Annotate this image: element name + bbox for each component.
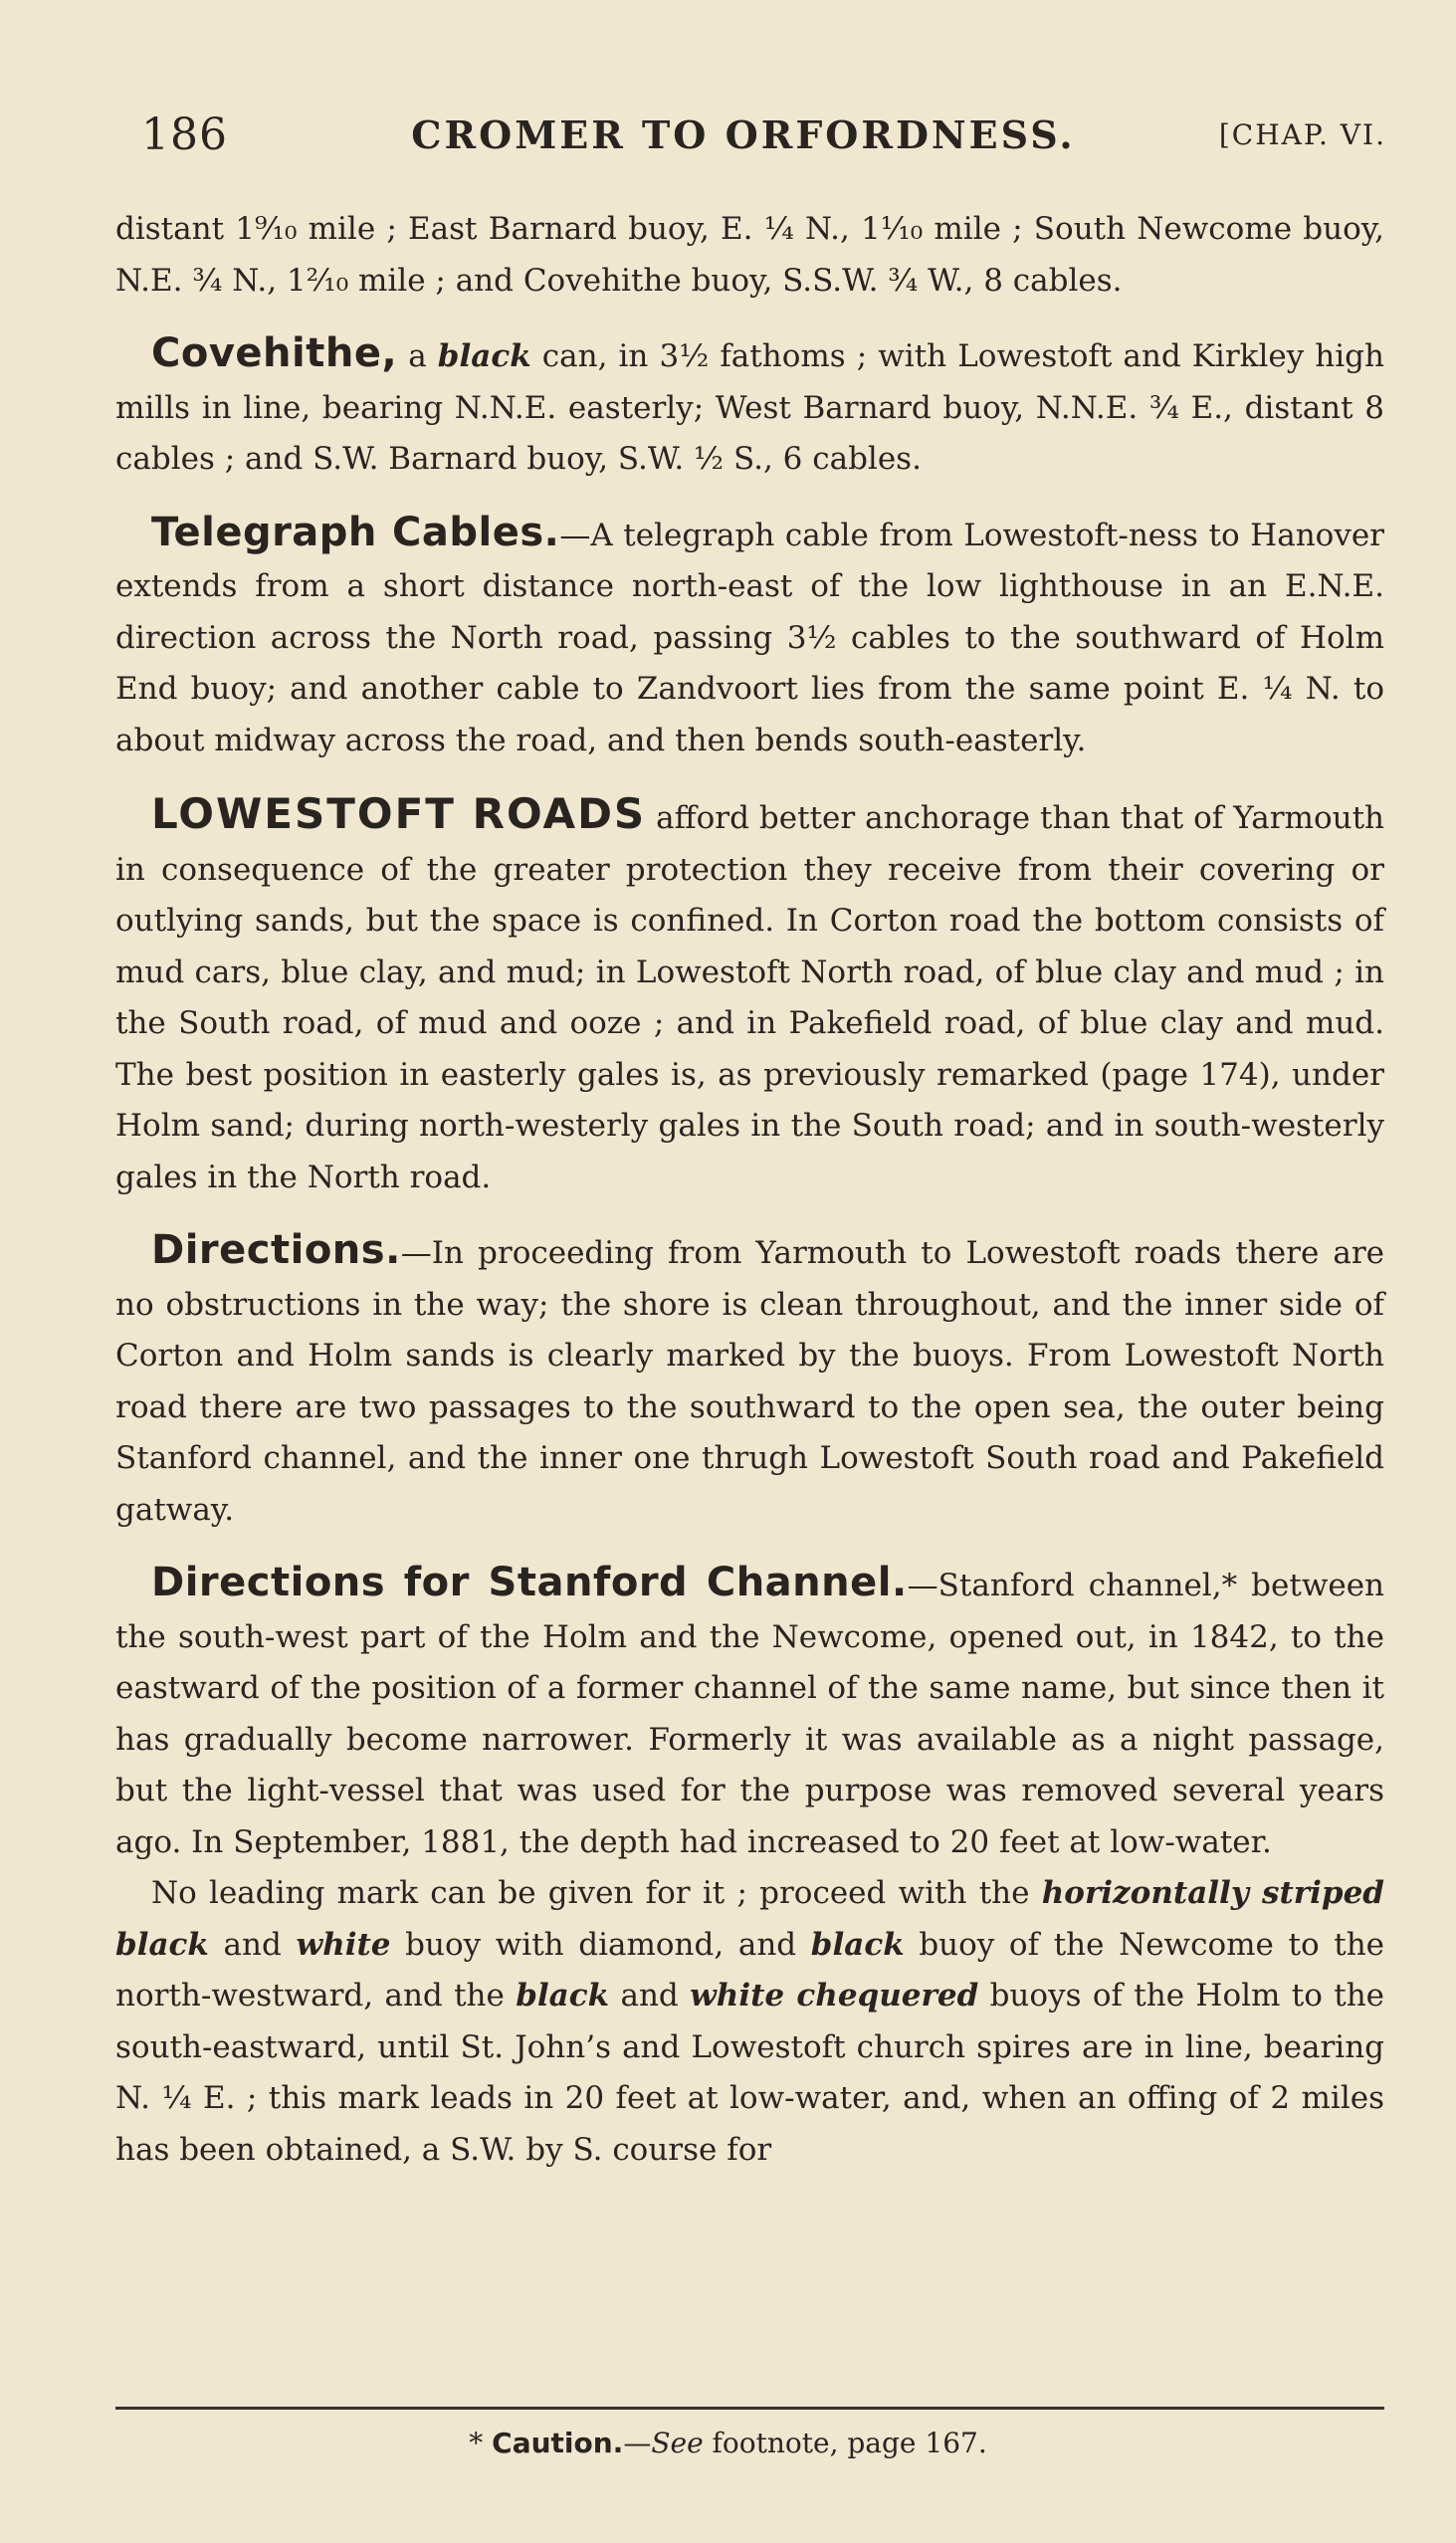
footnote-marker: * [469, 2427, 493, 2459]
heading-telegraph-cables: Telegraph Cables. [151, 509, 560, 555]
paragraph-continued: distant 1⁹⁄₁₀ mile ; East Barnard buoy, E. ¼ N., 1¹⁄₁₀ mile ; South Newcome buoy, N.E. ¾ N., 1²⁄₁₀ mile ; and Covehithe buoy, S.S.W. ¾ W., 8 cables. [115, 211, 1384, 299]
body-text [115, 204, 1384, 2176]
running-title: CROMER TO ORFORDNESS. [411, 111, 1076, 157]
page-header [141, 100, 1386, 169]
footnote-label: Caution. [492, 2427, 624, 2459]
heading-stanford-channel: Directions for Stanford Channel. [151, 1560, 908, 1605]
heading-directions: Directions. [151, 1227, 401, 1273]
paragraph-telegraph-cables: Telegraph Cables.—A telegraph cable from Lowestoft-ness to Hanover extends from a short distance north-east of the low lighthouse in an E.N.E. direction across the North road, passing 3½ cables to the southward of Holm End buoy; and another cable to Zandvoort lies from the same point E. ¼ N. to about midway across the road, and then bends south-easterly. [115, 509, 1385, 758]
paragraph-covehithe: Covehithe, a black can, in 3½ fathoms ; with Lowestoft and Kirkley high mills in line, bearing N.N.E. easterly; West Barnard buoy, N.N.E. ¾ E., distant 8 cables ; and S.W. Barnard buoy, S.W. ½ S., 6 cables. [115, 330, 1384, 477]
paragraph-leading-mark: No leading mark can be given for it ; proceed with the horizontally striped black and white buoy with diamond, and black buoy of the Newcome to the north-westward, and the black and white chequered buoys of the Holm to the south-eastward, until St. John’s and Lowestoft church spires are in line, bearing N. ¼ E. ; this mark leads in 20 feet at low-water, and, when an offing of 2 miles has been obtained, a S.W. by S. course for [115, 1875, 1385, 2168]
paragraph-directions: Directions.—In proceeding from Yarmouth to Lowestoft roads there are no obstructions in the way; the shore is clean throughout, and the inner side of Corton and Holm sands is clearly marked by the buoys. From Lowestoft North road there are two passages to the southward to the open sea, the outer being Stanford channel, and the inner one thrugh Lowestoft South road and Pakefield gatway. [115, 1227, 1384, 1528]
footnote: * Caution.—See footnote, page 167. [469, 2427, 987, 2459]
paragraph-stanford-channel: Directions for Stanford Channel.—Stanford channel,* between the south-west part of the Holm and the Newcome, opened out, in 1842, to the eastward of the position of a former channel of the same name, but since then it has gradually become narrower. Formerly it was available as a night passage, but the light-vessel that was used for the purpose was removed several years ago. In September, 1881, the depth had increased to 20 feet at low-water. [115, 1560, 1385, 1860]
paragraph-lowestoft-roads: LOWESTOFT ROADS afford better anchorage than that of Yarmouth in consequence of the greater protection they receive from their covering or outlying sands, but the space is confined. In Corton road the bottom consists of mud cars, blue clay, and mud; in Lowestoft North road, of blue clay and mud ; in the South road, of mud and ooze ; and in Pakefield road, of blue clay and mud. The best position in easterly gales is, as previously remarked (page 174), under Holm sand; during north-westerly gales in the South road; and in south-westerly gales in the North road. [115, 789, 1385, 1195]
heading-covehithe: Covehithe, [151, 330, 398, 376]
chapter-label: [CHAP. VI. [1218, 117, 1386, 151]
heading-lowestoft-roads: LOWESTOFT ROADS [151, 789, 647, 838]
footnote-rule [115, 2407, 1384, 2410]
page-number: 186 [141, 108, 228, 160]
